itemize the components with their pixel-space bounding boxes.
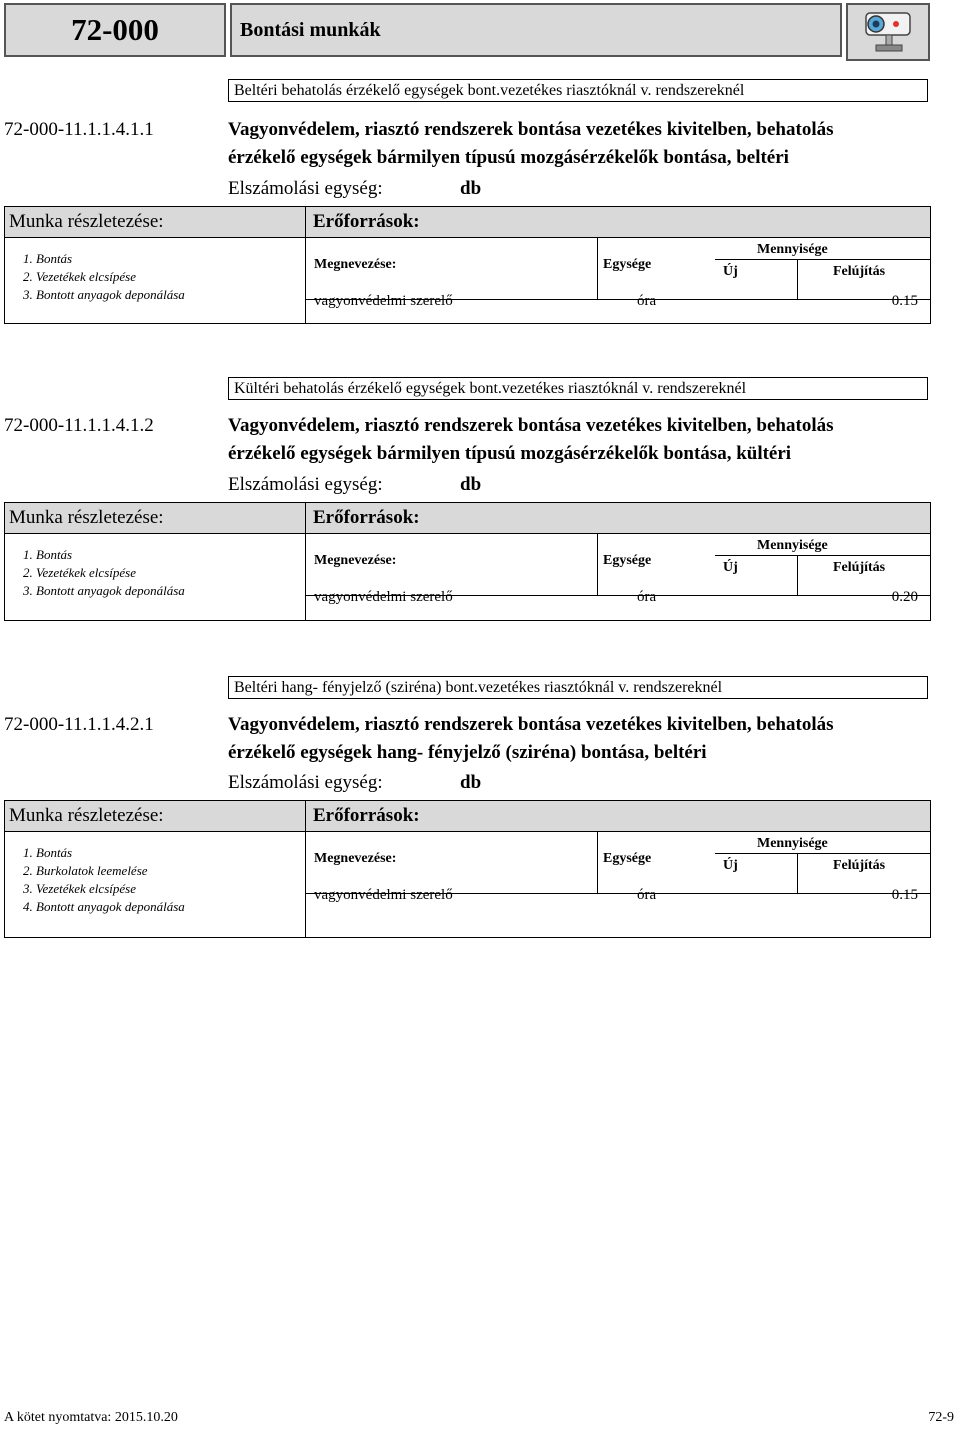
billing-unit-value: db [460, 178, 482, 199]
col-name-header: Megnevezése: [314, 553, 397, 568]
work-step: 3. Vezetékek elcsípése [23, 881, 136, 896]
work-step: 2. Burkolatok leemelése [23, 863, 148, 878]
work-step: 1. Bontás [23, 547, 73, 562]
resource-value: 0.20 [891, 589, 918, 605]
billing-unit-label: Elszámolási egység: [228, 178, 383, 199]
resource-unit: óra [637, 293, 657, 309]
resource-value: 0.15 [891, 293, 918, 309]
col-renovation-header: Felújítás [833, 858, 886, 873]
eroforras-label: Erőforrások: [313, 805, 420, 826]
description-line: érzékelő egységek bármilyen típusú mozgásérzékelők bontása, beltéri [228, 147, 789, 168]
eroforras-label: Erőforrások: [313, 507, 420, 528]
resource-unit: óra [637, 589, 657, 605]
work-step: 1. Bontás [23, 845, 73, 860]
resource-name: vagyonvédelmi szerelő [314, 887, 453, 903]
col-qty-header: Mennyisége [757, 836, 828, 851]
work-steps [23, 250, 185, 304]
security-camera-icon [846, 3, 930, 61]
description-line: Vagyonvédelem, riasztó rendszerek bontása vezetékes kivitelben, behatolás [228, 119, 834, 140]
work-steps [23, 844, 185, 916]
col-name-header: Megnevezése: [314, 257, 397, 272]
billing-unit [228, 772, 481, 794]
section-subtitle: Beltéri behatolás érzékelő egységek bont.vezetékes riasztóknál v. rendszereknél [228, 79, 928, 102]
col-unit-header: Egysége [603, 553, 652, 568]
item-code: 72-000-11.1.1.4.1.1 [4, 119, 154, 140]
billing-unit [228, 178, 481, 200]
work-box [4, 502, 931, 621]
work-step: 1. Bontás [23, 251, 73, 266]
col-name-header: Megnevezése: [314, 851, 397, 866]
billing-unit-value: db [460, 474, 482, 495]
print-date: A kötet nyomtatva: 2015.10.20 [4, 1410, 178, 1425]
resource-value: 0.15 [891, 887, 918, 903]
col-qty-header: Mennyisége [757, 242, 828, 257]
description-line: érzékelő egységek bármilyen típusú mozgásérzékelők bontása, kültéri [228, 443, 792, 464]
description-line: Vagyonvédelem, riasztó rendszerek bontása vezetékes kivitelben, behatolás [228, 714, 834, 735]
col-renovation-header: Felújítás [833, 264, 886, 279]
resource-unit: óra [637, 887, 657, 903]
description-line: érzékelő egységek hang- fényjelző (sziréna) bontása, beltéri [228, 742, 707, 763]
col-qty-header: Mennyisége [757, 538, 828, 553]
work-step: 3. Bontott anyagok deponálása [23, 583, 185, 598]
billing-unit-label: Elszámolási egység: [228, 474, 383, 495]
col-unit-header: Egysége [603, 851, 652, 866]
resource-name: vagyonvédelmi szerelő [314, 293, 453, 309]
col-renovation-header: Felújítás [833, 560, 886, 575]
work-box [4, 206, 931, 324]
chapter-code: 72-000 [4, 3, 226, 57]
work-step: 3. Bontott anyagok deponálása [23, 287, 185, 302]
col-new-header: Új [723, 858, 738, 873]
section-subtitle: Kültéri behatolás érzékelő egységek bont.vezetékes riasztóknál v. rendszereknél [228, 377, 928, 400]
billing-unit-value: db [460, 772, 482, 793]
munka-label: Munka részletezése: [9, 805, 164, 826]
eroforras-label: Erőforrások: [313, 211, 420, 232]
munka-label: Munka részletezése: [9, 507, 164, 528]
work-steps [23, 546, 185, 600]
chapter-title: Bontási munkák [230, 3, 842, 57]
description-line: Vagyonvédelem, riasztó rendszerek bontása vezetékes kivitelben, behatolás [228, 415, 834, 436]
work-step: 2. Vezetékek elcsípése [23, 269, 136, 284]
item-code: 72-000-11.1.1.4.2.1 [4, 714, 154, 735]
munka-label: Munka részletezése: [9, 211, 164, 232]
col-new-header: Új [723, 560, 738, 575]
section-subtitle: Beltéri hang- fényjelző (sziréna) bont.vezetékes riasztóknál v. rendszereknél [228, 676, 928, 699]
page-number: 72-9 [928, 1410, 954, 1425]
work-step: 2. Vezetékek elcsípése [23, 565, 136, 580]
work-box [4, 800, 931, 938]
item-description [228, 412, 933, 468]
col-new-header: Új [723, 264, 738, 279]
col-unit-header: Egysége [603, 257, 652, 272]
item-code: 72-000-11.1.1.4.1.2 [4, 415, 154, 436]
work-step: 4. Bontott anyagok deponálása [23, 899, 185, 914]
resource-name: vagyonvédelmi szerelő [314, 589, 453, 605]
item-description [228, 116, 933, 172]
item-description [228, 711, 933, 767]
billing-unit [228, 474, 481, 496]
billing-unit-label: Elszámolási egység: [228, 772, 383, 793]
